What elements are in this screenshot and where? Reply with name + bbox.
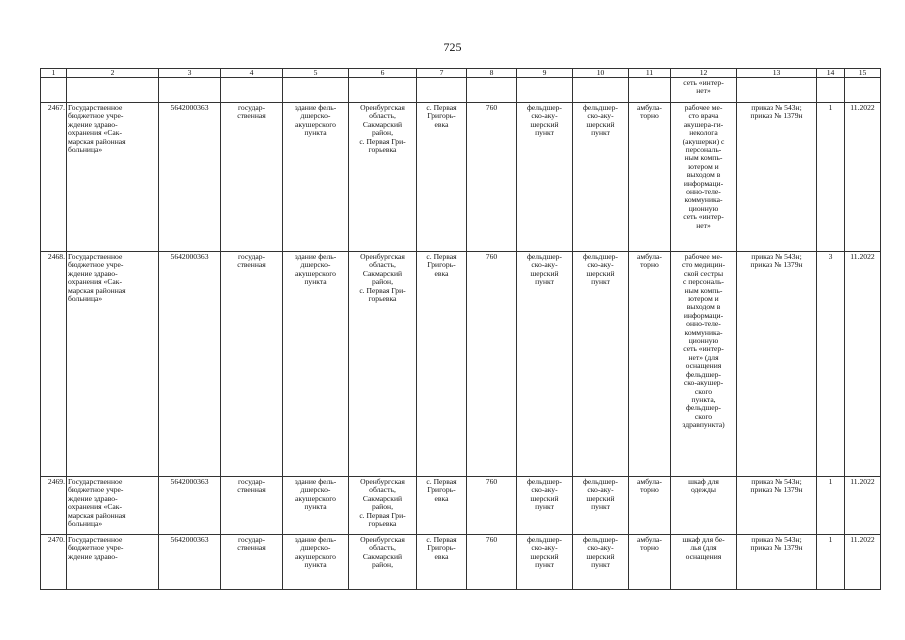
table-cell: государ- ственная <box>221 252 283 477</box>
col-header: 8 <box>467 69 517 78</box>
table-cell: 5642000363 <box>159 535 221 590</box>
table-cell: рабочее ме- сто врача акушера-ги- неколога (акушерки) с персональ- ным компь- ютером и выходом в информаци- онно-теле- коммуника- ционную сеть «интер- нет» <box>671 103 737 252</box>
continuation-row <box>41 78 881 103</box>
table-cell: здание фель- дшерско- акушерского пункта <box>283 477 349 535</box>
col-header: 14 <box>817 69 845 78</box>
table-row <box>41 103 881 252</box>
table-cell: фельдшер- ско-аку- шерский пункт <box>517 252 573 477</box>
table-cell: Оренбургская область, Сакмарский район, с. Первая Гри- горьевка <box>349 103 417 252</box>
header-row <box>41 69 881 78</box>
col-header: 12 <box>671 69 737 78</box>
table-cell: Оренбургская область, Сакмарский район, с. Первая Гри- горьевка <box>349 252 417 477</box>
table-cell: амбула- торно <box>629 477 671 535</box>
table-cell: 760 <box>467 535 517 590</box>
table-cell: приказ № 543н; приказ № 1379н <box>737 252 817 477</box>
table-cell: Государственное бюджетное учре- ждение здраво- охранения «Сак- марская районная больница» <box>67 252 159 477</box>
table-cell: приказ № 543н; приказ № 1379н <box>737 477 817 535</box>
table-cell: 1 <box>817 103 845 252</box>
table-cell: сеть «интер- нет» <box>671 78 737 103</box>
table-cell: 3 <box>817 252 845 477</box>
table-cell: амбула- торно <box>629 252 671 477</box>
table-cell: 5642000363 <box>159 477 221 535</box>
row-number: 2470. <box>41 535 67 590</box>
table-cell: 5642000363 <box>159 252 221 477</box>
col-header: 5 <box>283 69 349 78</box>
table-cell: здание фель- дшерско- акушерского пункта <box>283 103 349 252</box>
table-cell: 1 <box>817 535 845 590</box>
col-header: 3 <box>159 69 221 78</box>
table-row <box>41 535 881 590</box>
table-cell: фельдшер- ско-аку- шерский пункт <box>573 252 629 477</box>
page-number: 725 <box>443 40 462 54</box>
table-cell: фельдшер- ско-аку- шерский пункт <box>517 103 573 252</box>
table-cell: шкаф для одежды <box>671 477 737 535</box>
table-cell: фельдшер- ско-аку- шерский пункт <box>573 535 629 590</box>
table-cell: приказ № 543н; приказ № 1379н <box>737 103 817 252</box>
col-header: 1 <box>41 69 67 78</box>
table-cell: Государственное бюджетное учре- ждение здраво- охранения «Сак- марская районная больница» <box>67 477 159 535</box>
table-cell: Государственное бюджетное учре- ждение здраво- <box>67 535 159 590</box>
table-cell: 1 <box>817 477 845 535</box>
col-header: 9 <box>517 69 573 78</box>
table-cell: фельдшер- ско-аку- шерский пункт <box>573 477 629 535</box>
table-cell: с. Первая Григорь- евка <box>417 103 467 252</box>
table-cell: амбула- торно <box>629 103 671 252</box>
table-cell: 11.2022 <box>845 535 881 590</box>
table-cell: приказ № 543н; приказ № 1379н <box>737 535 817 590</box>
table-cell: рабочее ме- сто медицин- ской сестры с персональ- ным компь- ютером и выходом в информаци- онно-теле- коммуника- ционную сеть «интер- нет» (для оснащения фельдшер- ско-акушер- ского пункта, фельдшер- ского здравпункта) <box>671 252 737 477</box>
table-cell: государ- ственная <box>221 477 283 535</box>
table-cell: фельдшер- ско-аку- шерский пункт <box>517 535 573 590</box>
table-cell: здание фель- дшерско- акушерского пункта <box>283 252 349 477</box>
table-cell: с. Первая Григорь- евка <box>417 477 467 535</box>
row-number: 2467. <box>41 103 67 252</box>
col-header: 13 <box>737 69 817 78</box>
col-header: 4 <box>221 69 283 78</box>
table-cell: 11.2022 <box>845 103 881 252</box>
col-header: 7 <box>417 69 467 78</box>
table-cell: шкаф для бе- лья (для оснащения <box>671 535 737 590</box>
table-cell: Государственное бюджетное учре- ждение здраво- охранения «Сак- марская районная больница» <box>67 103 159 252</box>
col-header: 15 <box>845 69 881 78</box>
col-header: 2 <box>67 69 159 78</box>
row-number: 2468. <box>41 252 67 477</box>
table-cell: здание фель- дшерско- акушерского пункта <box>283 535 349 590</box>
table-cell: с. Первая Григорь- евка <box>417 252 467 477</box>
table-cell: 760 <box>467 103 517 252</box>
table-cell: 11.2022 <box>845 477 881 535</box>
table-cell: с. Первая Григорь- евка <box>417 535 467 590</box>
table-cell: 5642000363 <box>159 103 221 252</box>
table-row <box>41 477 881 535</box>
table-cell: 760 <box>467 477 517 535</box>
registry-table <box>40 68 881 590</box>
table-cell: амбула- торно <box>629 535 671 590</box>
table-cell: Оренбургская область, Сакмарский район, с. Первая Гри- горьевка <box>349 477 417 535</box>
table-cell: 11.2022 <box>845 252 881 477</box>
col-header: 11 <box>629 69 671 78</box>
col-header: 10 <box>573 69 629 78</box>
col-header: 6 <box>349 69 417 78</box>
table-cell: 760 <box>467 252 517 477</box>
table-row <box>41 252 881 477</box>
table-cell: фельдшер- ско-аку- шерский пункт <box>517 477 573 535</box>
table-cell: государ- ственная <box>221 103 283 252</box>
row-number: 2469. <box>41 477 67 535</box>
table-cell: Оренбургская область, Сакмарский район, <box>349 535 417 590</box>
table-cell: фельдшер- ско-аку- шерский пункт <box>573 103 629 252</box>
table-cell: государ- ственная <box>221 535 283 590</box>
